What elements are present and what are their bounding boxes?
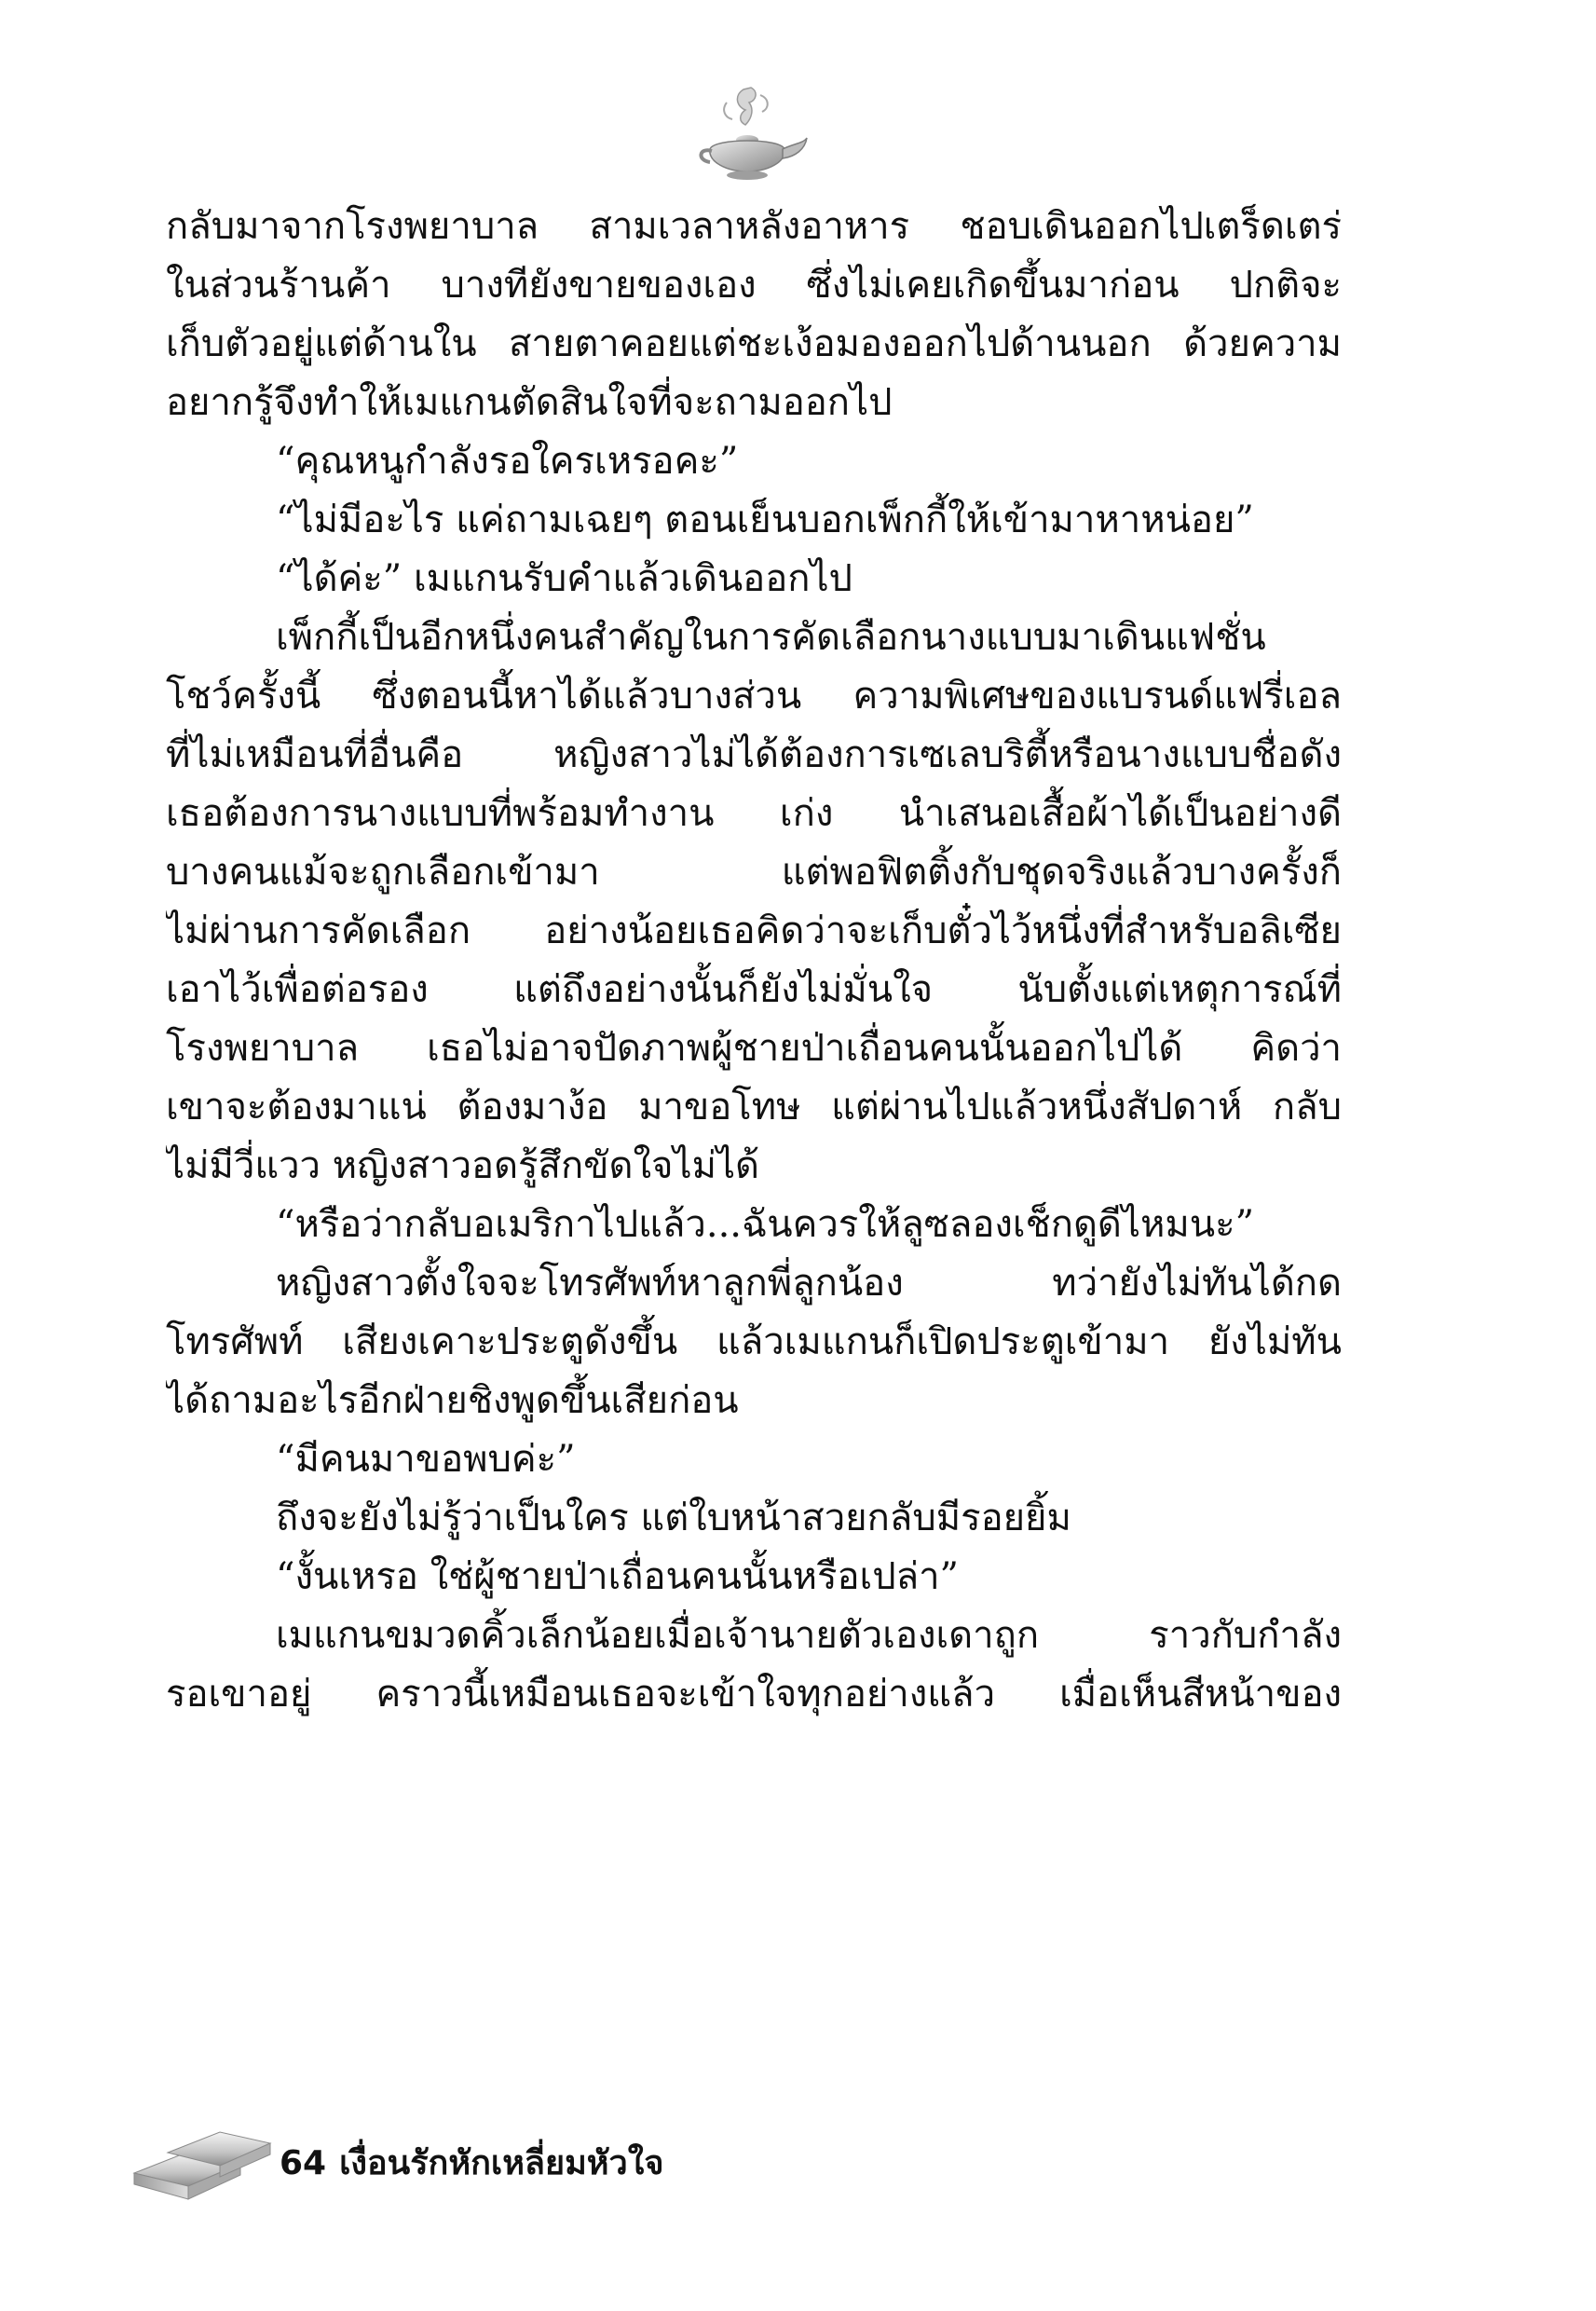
silver-bars-icon — [130, 2115, 289, 2208]
text-line: ถึงจะยังไม่รู้ว่าเป็นใคร แต่ใบหน้าสวยกลับมีรอยยิ้ม — [276, 1497, 1071, 1539]
text-line: “หรือว่ากลับอเมริกาไปแล้ว...ฉันควรให้ลูซลองเช็กดูดีไหมนะ” — [276, 1203, 1255, 1246]
text-line: เก็บตัวอยู่แต่ด้านใน สายตาคอยแต่ชะเง้อมองออกไปด้านนอก ด้วยความ — [166, 322, 1342, 365]
body-text — [166, 198, 1342, 1724]
text-line: กลับมาจากโรงพยาบาล สามเวลาหลังอาหาร ชอบเดินออกไปเตร็ดเตร่ — [166, 205, 1342, 248]
text-line: เมแกนขมวดคิ้วเล็กน้อยเมื่อเจ้านายตัวเองเดาถูก ราวกับกำลัง — [276, 1614, 1342, 1657]
text-line: เอาไว้เพื่อต่อรอง แต่ถึงอย่างนั้นก็ยังไม่มั่นใจ นับตั้งแต่เหตุการณ์ที่ — [166, 968, 1342, 1011]
text-line: รอเขาอยู่ คราวนี้เหมือนเธอจะเข้าใจทุกอย่างแล้ว เมื่อเห็นสีหน้าของ — [166, 1673, 1342, 1716]
text-line: บางคนแม้จะถูกเลือกเข้ามา แต่พอฟิตติ้งกับชุดจริงแล้วบางครั้งก็ — [166, 851, 1342, 894]
text-line: ไม่มีวี่แวว หญิงสาวอดรู้สึกขัดใจไม่ได้ — [166, 1144, 760, 1187]
text-line: เธอต้องการนางแบบที่พร้อมทำงาน เก่ง นำเสนอเสื้อผ้าได้เป็นอย่างดี — [166, 792, 1342, 835]
genie-lamp-icon — [689, 82, 811, 185]
text-line: ที่ไม่เหมือนที่อื่นคือ หญิงสาวไม่ได้ต้องการเซเลบริตี้หรือนางแบบชื่อดัง — [166, 733, 1342, 776]
text-line: “มีคนมาขอพบค่ะ” — [276, 1438, 576, 1481]
text-line: ได้ถามอะไรอีกฝ่ายชิงพูดขึ้นเสียก่อน — [166, 1379, 739, 1422]
text-line: โชว์ครั้งนี้ ซึ่งตอนนี้หาได้แล้วบางส่วน ความพิเศษของแบรนด์แฟรี่เอล — [166, 675, 1342, 718]
book-title: เงื่อนรักหักเหลี่ยมหัวใจ — [339, 2144, 664, 2182]
text-line: ไม่ผ่านการคัดเลือก อย่างน้อยเธอคิดว่าจะเก็บตั๋วไว้หนึ่งที่สำหรับอลิเซีย — [166, 909, 1342, 952]
text-line: อยากรู้จึงทำให้เมแกนตัดสินใจที่จะถามออกไป — [166, 381, 893, 424]
text-line: “งั้นเหรอ ใช่ผู้ชายป่าเถื่อนคนนั้นหรือเปล่า” — [276, 1555, 960, 1598]
text-line: หญิงสาวตั้งใจจะโทรศัพท์หาลูกพี่ลูกน้อง ทว่ายังไม่ทันได้กด — [276, 1262, 1342, 1305]
page-footer — [130, 2115, 783, 2208]
text-line: เพ็กกี้เป็นอีกหนึ่งคนสำคัญในการคัดเลือกนางแบบมาเดินแฟชั่น — [276, 616, 1266, 659]
text-line: โรงพยาบาล เธอไม่อาจปัดภาพผู้ชายป่าเถื่อนคนนั้นออกไปได้ คิดว่า — [166, 1027, 1342, 1070]
text-line: “ได้ค่ะ” เมแกนรับคำแล้วเดินออกไป — [276, 557, 853, 600]
text-line: ในส่วนร้านค้า บางทียังขายของเอง ซึ่งไม่เคยเกิดขึ้นมาก่อน ปกติจะ — [166, 264, 1342, 307]
text-line: โทรศัพท์ เสียงเคาะประตูดังขึ้น แล้วเมแกนก็เปิดประตูเข้ามา ยังไม่ทัน — [166, 1320, 1342, 1363]
page-number: 64 — [280, 2144, 327, 2182]
text-line: เขาจะต้องมาแน่ ต้องมาง้อ มาขอโทษ แต่ผ่านไปแล้วหนึ่งสัปดาห์ กลับ — [166, 1086, 1342, 1128]
text-line: “คุณหนูกำลังรอใครเหรอคะ” — [276, 440, 739, 483]
text-line: “ไม่มีอะไร แค่ถามเฉยๆ ตอนเย็นบอกเพ็กกี้ให้เข้ามาหาหน่อย” — [276, 499, 1254, 541]
